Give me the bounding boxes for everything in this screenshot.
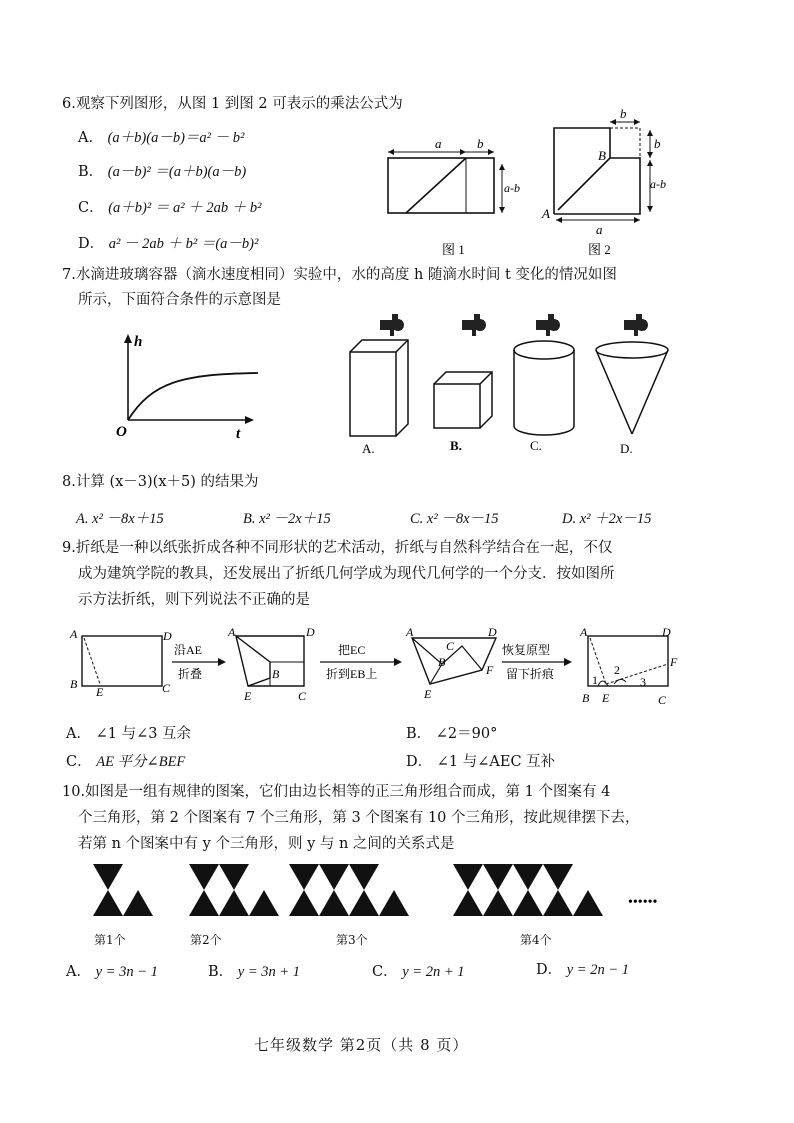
q10-stem-line2: 个三角形，第 2 个图案有 7 个三角形，第 3 个图案有 10 个三角形，按此规律摆下去， (78, 810, 640, 826)
faucet-icon-d (624, 314, 648, 336)
pattern-triangle (543, 864, 573, 890)
svg-text:A: A (70, 627, 78, 641)
arrow2-top: 把EC (338, 643, 366, 657)
svg-text:C: C (446, 639, 455, 653)
pattern-triangle (189, 890, 219, 916)
fig2-label-A: A (542, 206, 550, 221)
fig2-label-b-top: b (620, 106, 627, 121)
q9-option-a[interactable]: A． ∠1 与∠3 互余 (66, 726, 192, 742)
pattern-triangle (453, 890, 483, 916)
graph-label-o: O (116, 424, 127, 440)
fig1-label-a: a (435, 136, 442, 151)
arrow2-bottom: 折到EB上 (326, 667, 378, 681)
q6-option-d[interactable]: D． a² － 2ab ＋ b² ＝(a－b)² (78, 236, 259, 252)
q10-option-c[interactable]: C． y = 2n + 1 (372, 964, 465, 980)
fig2-label-b-side: b (654, 136, 661, 151)
faucet-icon-a (380, 314, 404, 336)
svg-text:B: B (272, 667, 280, 681)
q9-stem-line2: 成为建筑学院的教具，还发展出了折纸几何学成为现代几何学的一个分支．按如图所 (78, 566, 615, 582)
q6-figure-1 (380, 130, 520, 260)
pattern-triangle (483, 890, 513, 916)
container-b-cube (434, 372, 492, 428)
arrow1-bottom: 折叠 (178, 667, 203, 681)
fig1-label-amb: a-b (504, 181, 520, 195)
pattern-triangle (453, 864, 483, 890)
q6-option-b[interactable]: B． (a－b)² ＝(a＋b)(a－b) (78, 164, 247, 180)
q9-option-c[interactable]: C． AE 平分∠BEF (66, 754, 186, 770)
svg-text:A: A (580, 625, 588, 639)
pattern-triangle (349, 890, 379, 916)
fig2-label-a: a (596, 222, 603, 237)
pattern-triangle (219, 890, 249, 916)
svg-text:D: D (306, 625, 315, 639)
arrow1-top: 沿AE (174, 643, 202, 657)
page-footer: 七年级数学 第2页（共 8 页） (254, 1036, 469, 1054)
pattern-triangle (93, 864, 123, 890)
q7-stem-line1: 7.水滴进玻璃容器（滴水速度相同）实验中，水的高度 h 随滴水时间 t 变化的情况如图 (62, 267, 617, 283)
svg-text:B: B (70, 677, 78, 691)
container-a-tall-prism (350, 340, 408, 436)
q10-stem-line1: 10.如图是一组有规律的图案，它们由边长相等的正三角形组合而成，第 1 个图案有 4 (62, 784, 611, 800)
svg-text:C: C (162, 681, 171, 695)
pattern-triangle (319, 890, 349, 916)
svg-text:D: D (488, 625, 497, 639)
fig1-caption: 图 1 (442, 242, 465, 257)
svg-text:1: 1 (592, 673, 598, 687)
svg-text:E: E (424, 687, 432, 701)
fig1-label-b: b (477, 136, 484, 151)
container-d-cone (596, 342, 668, 434)
svg-text:D: D (163, 629, 172, 643)
pattern-triangle (513, 864, 543, 890)
q6-option-a[interactable]: A． (a＋b)(a－b)＝a² － b² (78, 130, 245, 146)
q10-option-d[interactable]: D． y = 2n − 1 (536, 962, 630, 978)
q9-option-d[interactable]: D． ∠1 与∠AEC 互补 (406, 754, 556, 770)
q10-option-b[interactable]: B． y = 3n + 1 (208, 964, 301, 980)
pattern-triangle (379, 890, 409, 916)
q9-stem-line1: 9.折纸是一种以纸张折成各种不同形状的艺术活动，折纸与自然科学结合在一起，不仅 (62, 540, 613, 556)
pattern-caption-3: 第3个 (336, 933, 368, 947)
container-label-a[interactable]: A. (362, 441, 375, 456)
q8-option-a[interactable]: A. x² －8x＋15 (76, 511, 164, 527)
q10-option-a[interactable]: A． y = 3n − 1 (66, 964, 158, 980)
graph-label-h: h (134, 334, 143, 350)
pattern-caption-4: 第4个 (520, 933, 552, 947)
fig2-caption: 图 2 (588, 242, 611, 257)
fig2-label-B: B (598, 148, 606, 163)
svg-text:A: A (228, 625, 236, 639)
svg-text:A: A (406, 625, 414, 639)
pattern-triangle (513, 890, 543, 916)
pattern-triangle (289, 890, 319, 916)
svg-text:B: B (582, 691, 590, 705)
q7-stem-line2: 所示，下面符合条件的示意图是 (78, 292, 281, 308)
q9-option-b[interactable]: B． ∠2＝90° (406, 726, 498, 742)
q8-option-d[interactable]: D. x² ＋2x－15 (562, 511, 652, 527)
q6-figure-2 (540, 108, 670, 260)
q8-option-b[interactable]: B. x² －2x＋15 (243, 511, 331, 527)
svg-text:B: B (438, 655, 446, 669)
pattern-triangle (189, 864, 219, 890)
svg-text:E: E (602, 691, 610, 705)
pattern-triangle (289, 864, 319, 890)
pattern-triangle (123, 890, 153, 916)
faucet-icon-b (462, 314, 486, 336)
q10-triangle-patterns (74, 860, 694, 930)
svg-text:3: 3 (640, 675, 646, 689)
pattern-triangle (483, 864, 513, 890)
q8-option-c[interactable]: C. x² －8x－15 (410, 511, 499, 527)
svg-text:E: E (244, 689, 252, 703)
pattern-ellipsis: •••••• (628, 895, 658, 910)
q6-option-c[interactable]: C． (a＋b)² ＝ a² ＋ 2ab ＋ b² (78, 200, 262, 216)
svg-text:F: F (486, 663, 494, 677)
container-label-c[interactable]: C. (530, 438, 542, 453)
svg-text:2: 2 (614, 663, 620, 677)
fig2-label-amb: a-b (650, 177, 666, 191)
q9-stem-line3: 示方法折纸，则下列说法不正确的是 (78, 592, 310, 608)
pattern-triangle (219, 864, 249, 890)
svg-text:D: D (662, 625, 671, 639)
pattern-triangle (93, 890, 123, 916)
pattern-triangle (319, 864, 349, 890)
q9-folding-diagram (62, 620, 692, 708)
container-label-b[interactable]: B. (450, 438, 462, 453)
q8-stem: 8.计算 (x－3)(x＋5) 的结果为 (62, 474, 259, 490)
q7-containers (340, 300, 670, 460)
q10-stem-line3: 若第 n 个图案中有 y 个三角形，则 y 与 n 之间的关系式是 (78, 836, 455, 852)
q7-height-time-graph (112, 332, 262, 444)
q6-stem: 6.观察下列图形，从图 1 到图 2 可表示的乘法公式为 (62, 96, 403, 112)
svg-text:E: E (96, 685, 104, 699)
graph-label-t: t (236, 426, 241, 442)
pattern-triangle (543, 890, 573, 916)
arrow3-bottom: 留下折痕 (506, 667, 555, 681)
svg-text:F: F (670, 655, 678, 669)
arrow3-top: 恢复原型 (502, 643, 551, 657)
container-c-cylinder (514, 341, 574, 435)
pattern-triangle (573, 890, 603, 916)
container-label-d[interactable]: D. (620, 441, 633, 456)
pattern-caption-1: 第1个 (94, 933, 126, 947)
pattern-triangle (249, 890, 279, 916)
faucet-icon-c (536, 314, 560, 336)
svg-text:C: C (298, 689, 307, 703)
pattern-triangle (349, 864, 379, 890)
svg-text:C: C (658, 693, 667, 707)
pattern-caption-2: 第2个 (190, 933, 222, 947)
